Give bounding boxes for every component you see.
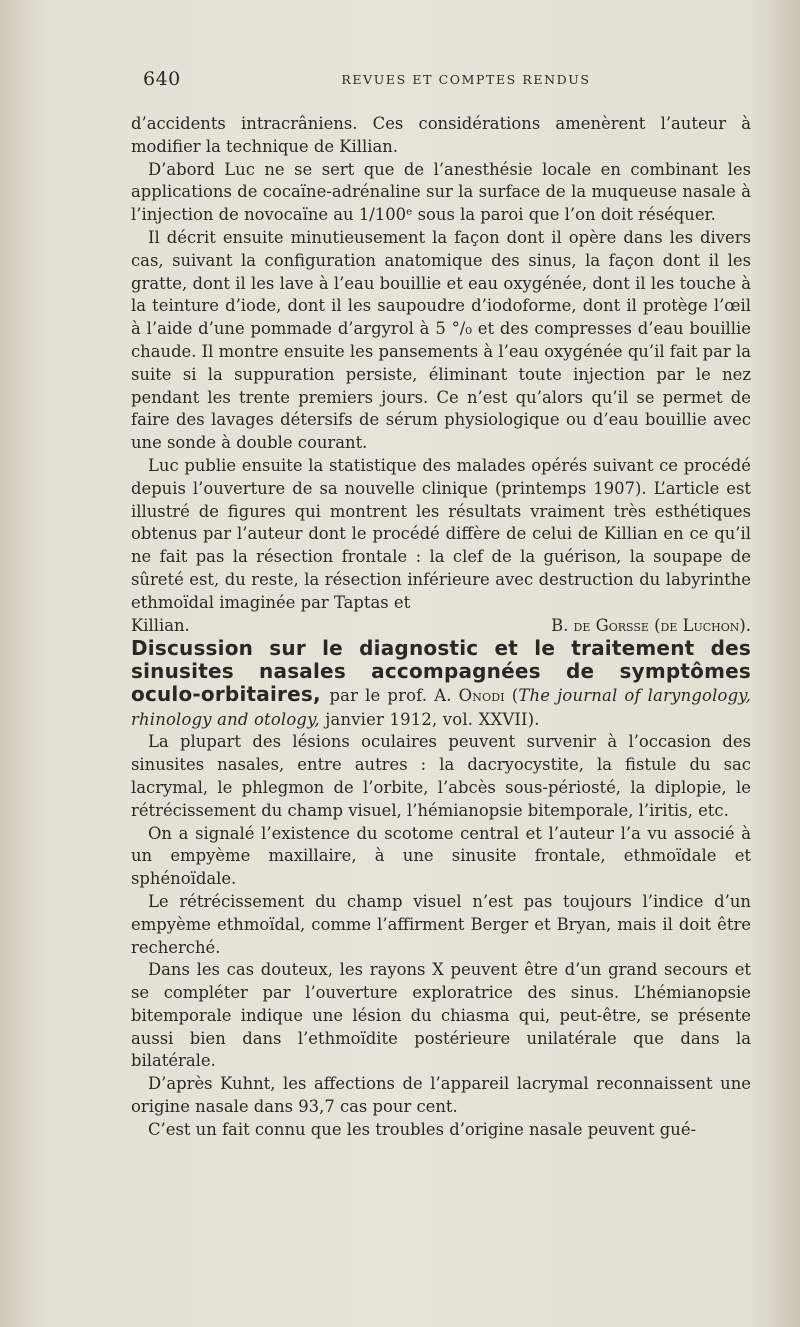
article-journal: The journal of laryngology, rhinology and otology, [131,686,751,730]
article-heading: Discussion sur le diagnostic et le traitement des sinusites nasales accompagnées de symptômes oculo-orbitaires, par le prof. A. Onodi (The journal of laryngology, rhinology and otology, janvier 1912, vol. XXVII). [131,636,751,730]
review-author: B. de Gorsse (de Luchon). [551,615,751,635]
page-number: 640 [143,68,181,90]
article-author: Onodi [458,686,505,706]
article-date: janvier 1912, vol. XXVII). [325,710,540,730]
text-body [131,113,751,1142]
paragraph: La plupart des lésions oculaires peuvent survenir à l’occasion des sinusites nasales, entre autres : la dacryocystite, la fistule du sac lacrymal, le phlegmon de l’orbite, l’abcès sous-périosté, la diplopie, le rétrécissement du champ visuel, l’hémianopsie bitemporale, l’iritis, etc. [131,732,751,820]
paragraph: Dans les cas douteux, les rayons X peuvent être d’un grand secours et se compléter par l’ouverture exploratrice des sinus. L’hémianopsie bitemporale indique une lésion du chiasma qui, peut-être, se présente aussi bien dans l’ethmoïdite postérieure unilatérale que dans la bilatérale. [131,960,751,1071]
paragraph-last-line: Killian. [131,615,190,635]
article-title: Discussion sur le diagnostic et le traitement des sinusites nasales accompagnées de symptômes oculo-orbitaires, [131,636,751,707]
paragraph: C’est un fait connu que les troubles d’origine nasale peuvent gué- [148,1119,697,1139]
paragraph: d’accidents intracrâniens. Ces considérations amenèrent l’auteur à modifier la technique de Killian. [131,114,751,156]
paragraph: D’abord Luc ne se sert que de l’anesthésie locale en combinant les applications de cocaïne-adrénaline sur la surface de la muqueuse nasale à l’injection de novocaïne au 1/100ᵉ sous la paroi que l’on doit réséquer. [131,159,751,225]
page-header [131,68,751,98]
article-by: par le prof. A. [329,686,452,706]
paragraph: D’après Kuhnt, les affections de l’appareil lacrymal reconnaissent une origine nasale dans 93,7 cas pour cent. [131,1074,751,1117]
paragraph: Le rétrécissement du champ visuel n’est pas toujours l’indice d’un empyème ethmoïdal, comme l’affirment Berger et Bryan, mais il doit être recherché. [131,891,751,957]
paragraph: Luc publie ensuite la statistique des malades opérés suivant ce procédé depuis l’ouverture de sa nouvelle clinique (printemps 1907). L’article est illustré de figures qui montrent les résultats vraiment très esthétiques obtenus par l’auteur dont le procédé diffère de celui de Killian en ce qu’il ne fait pas la résection frontale : la clef de la guérison, la soupape de sûreté est, du reste, la résection inférieure avec destruction du labyrinthe ethmoïdal imaginée par Taptas et [131,455,751,612]
running-title: REVUES ET COMPTES RENDUS [341,72,591,87]
review-signature-line [131,615,751,638]
paragraph: On a signalé l’existence du scotome central et l’auteur l’a vu associé à un empyème maxillaire, à une sinusite frontale, ethmoïdale et sphénoïdale. [131,823,751,889]
paragraph: Il décrit ensuite minutieusement la façon dont il opère dans les divers cas, suivant la configuration anatomique des sinus, la façon dont il les gratte, dont il les lave à l’eau bouillie et eau oxygénée, dont il les touche à la teinture d’iode, dont il les saupoudre d’iodoforme, dont il protège l’œil à l’aide d’une pommade d’argyrol à 5 °/₀ et des compresses d’eau bouillie chaude. Il montre ensuite les pansements à l’eau oxygénée qu’il fait par la suite si la suppuration persiste, éliminant toute injection par le nez pendant les trente premiers jours. Ce n’est qu’alors qu’il se permet de faire des lavages détersifs de sérum physiologique ou d’eau bouillie avec une sonde à double courant. [131,227,751,453]
